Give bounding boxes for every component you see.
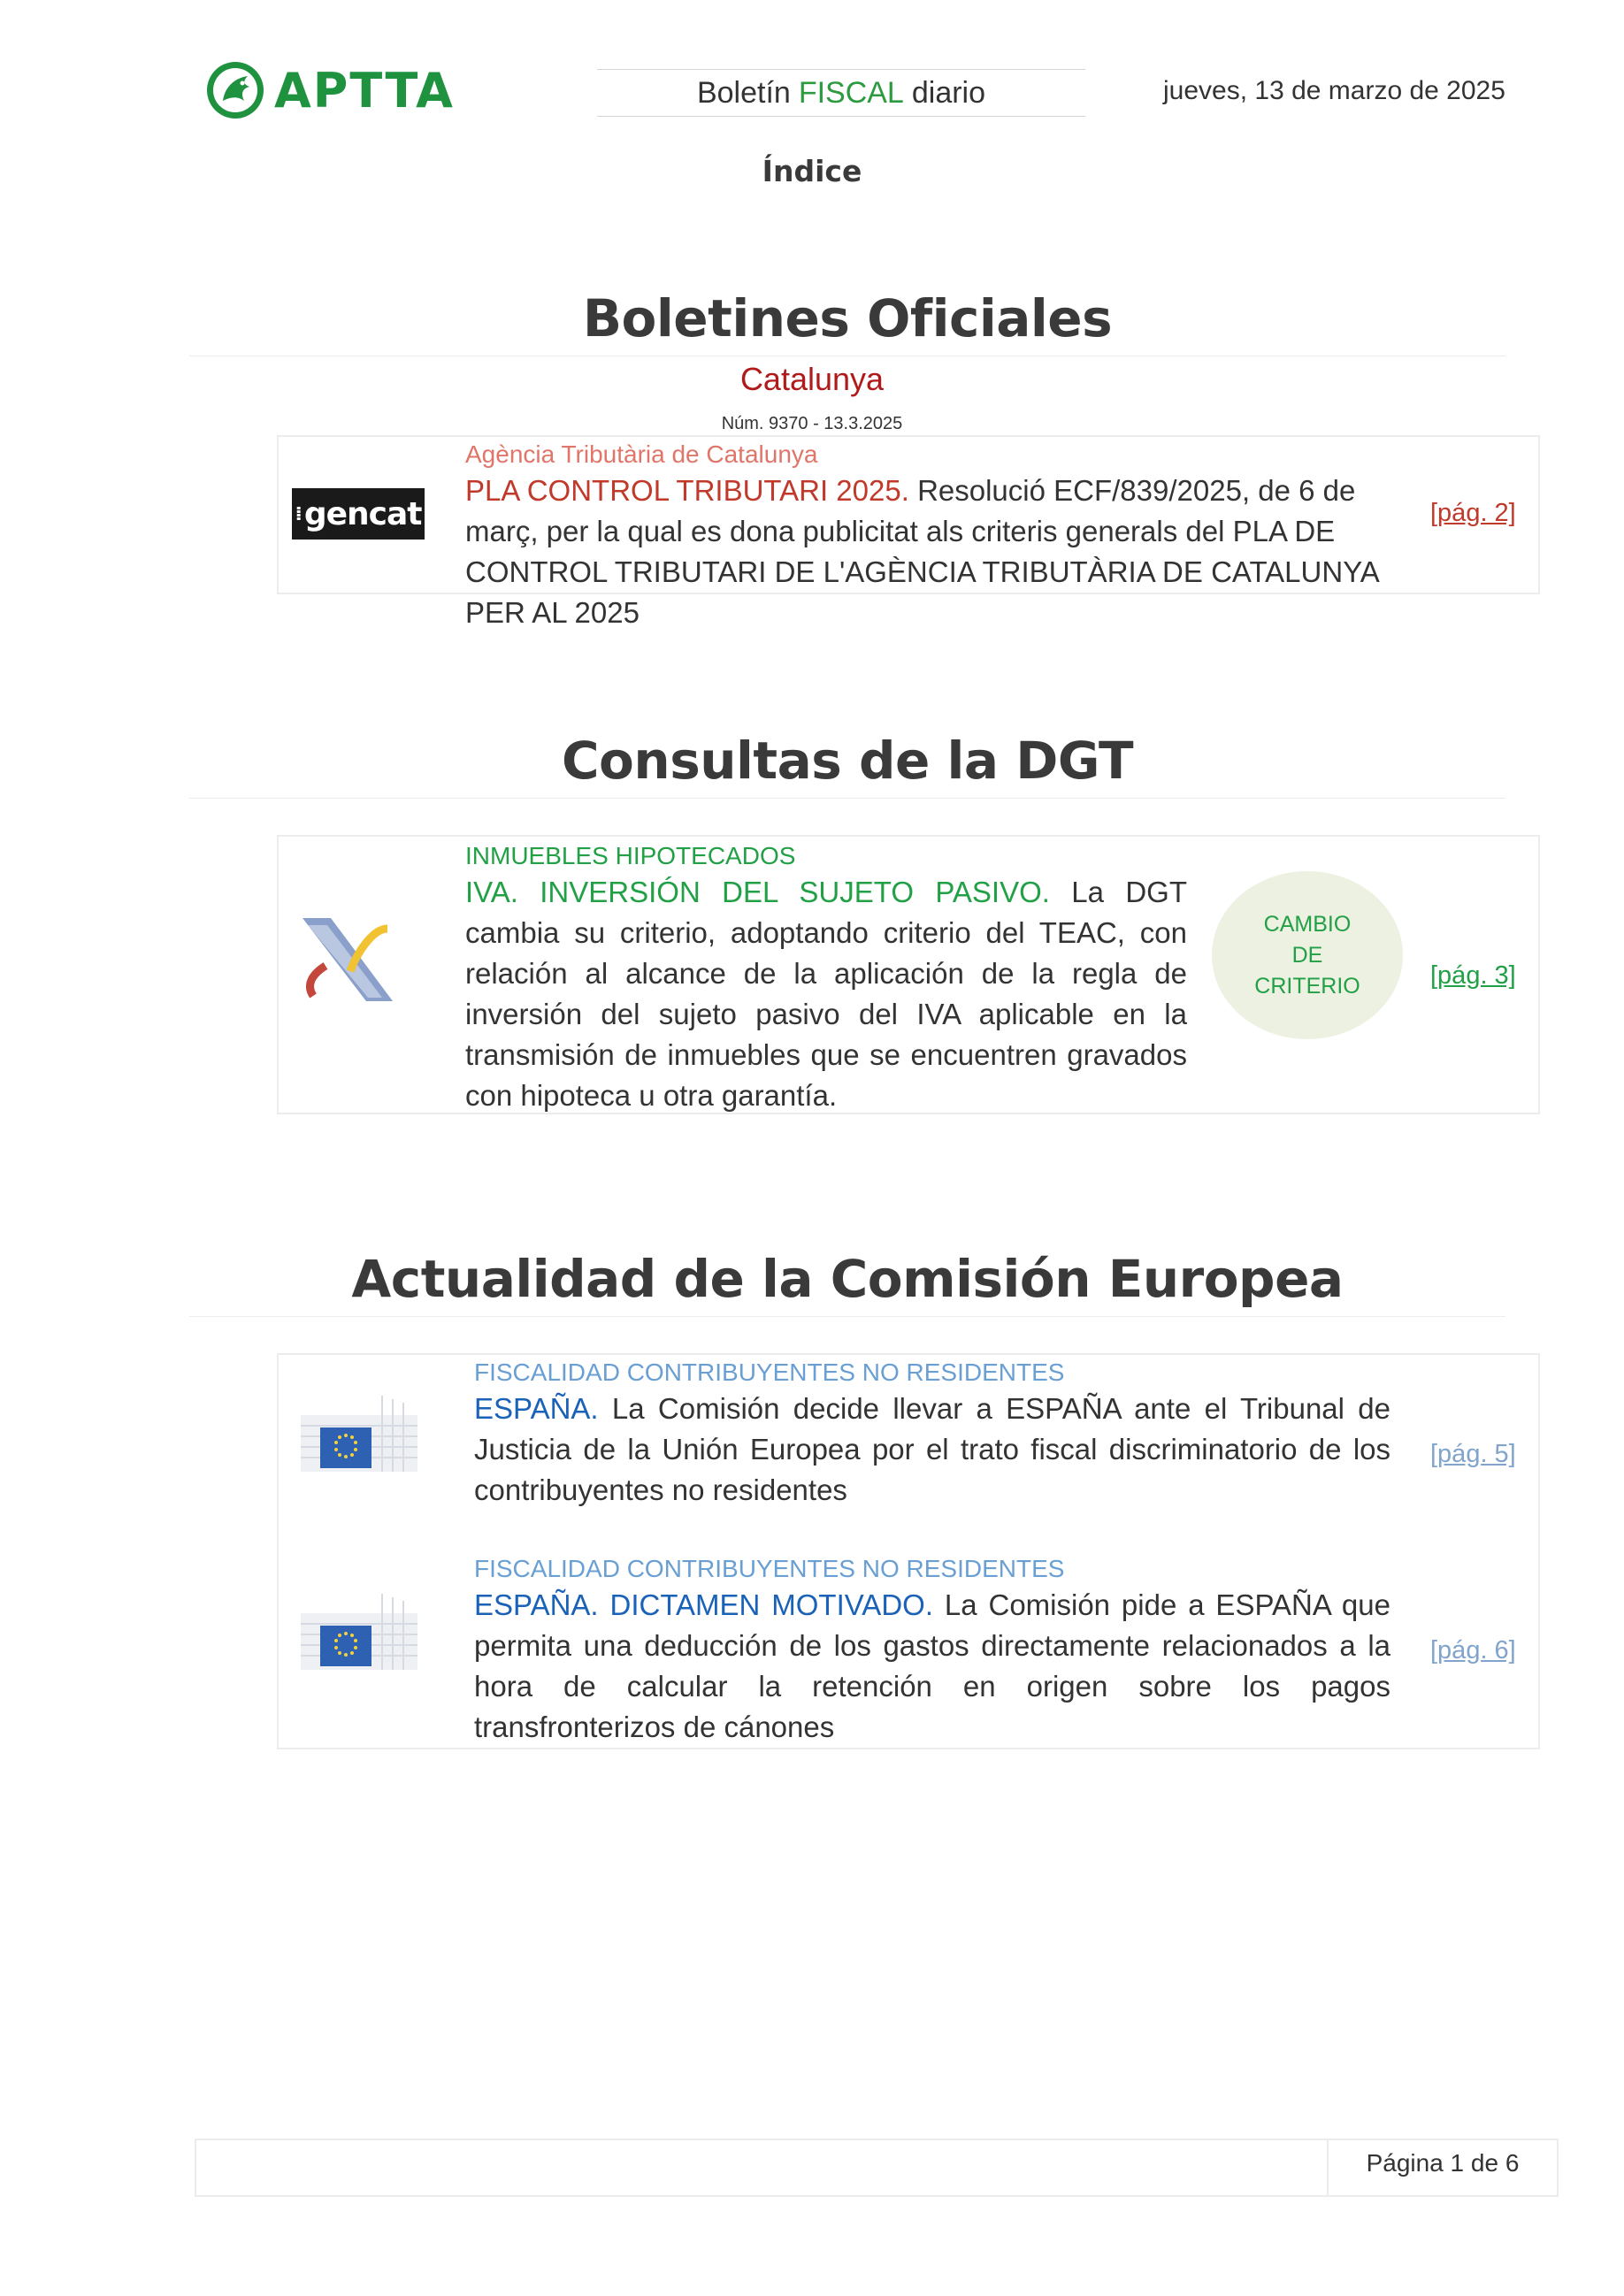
entry-body: [474, 1585, 1390, 1748]
bulletin-title-prefix: Boletín: [696, 75, 791, 110]
issue-number: Núm. 9370 - 13.3.2025: [721, 414, 903, 433]
badge-line-2: DE: [1291, 942, 1323, 968]
entry-category: FISCALIDAD CONTRIBUYENTES NO RESIDENTES: [474, 1555, 1065, 1582]
bulletin-title-suffix: diario: [911, 75, 986, 110]
section-heading-dgt: Consultas de la DGT: [189, 731, 1505, 799]
page-number: Página 1 de 6: [1327, 2139, 1559, 2197]
page-link-2[interactable]: [pág. 2]: [1430, 499, 1516, 527]
bulletin-title-fiscal: FISCAL: [798, 75, 904, 110]
section-heading-comision: Actualidad de la Comisión Europea: [189, 1249, 1505, 1317]
ec-building-icon: [294, 1585, 425, 1677]
bulletin-date: jueves, 13 de marzo de 2025: [1163, 76, 1505, 105]
cambio-criterio-badge: [1212, 871, 1403, 1039]
entry-title: ESPAÑA. DICTAMEN MOTIVADO.: [474, 1588, 933, 1621]
page-link-3[interactable]: [pág. 3]: [1430, 961, 1516, 990]
index-heading: Índice: [762, 154, 862, 188]
dgt-entry: [465, 840, 1187, 1116]
gencat-logo: [292, 488, 425, 540]
entry-body: [465, 471, 1390, 633]
page-link-5[interactable]: [pág. 5]: [1430, 1440, 1516, 1468]
entry-body: [465, 872, 1187, 1116]
entry-text: Resolució ECF/839/2025, de 6 de març, per la qual es dona publicitat als criteris generals del PLA DE CONTROL TRIBUTARI DE L'AGÈNCIA TRIBUTÀRIA DE CATALUNYA PER AL 2025: [465, 474, 1378, 629]
footer-cell: [195, 2139, 1327, 2197]
badge-line-1: CAMBIO: [1263, 911, 1352, 937]
badge-line-3: CRITERIO: [1254, 973, 1360, 999]
region-heading: Catalunya: [739, 361, 885, 397]
boletines-entry: [465, 439, 1390, 633]
gencat-dots-icon: ⁞: [295, 502, 302, 525]
entry-text: La Comisión pide a ESPAÑA que permita una deducción de los gastos directamente relacionados a la hora de calcular la retención en origen sobre los pagos transfronterizos de cánones: [474, 1588, 1390, 1743]
entry-category: Agència Tributària de Catalunya: [465, 440, 818, 468]
entry-title: PLA CONTROL TRIBUTARI 2025.: [465, 474, 909, 507]
aptta-logo-text: APTTA: [274, 62, 455, 119]
bulletin-title: [597, 69, 1085, 117]
ec-building-icon: [294, 1387, 425, 1479]
aptta-logo: [205, 58, 455, 122]
comision-entry-1: [474, 1357, 1390, 1511]
aptta-logo-icon: [205, 60, 265, 120]
entry-body: [474, 1389, 1390, 1511]
page-link-6[interactable]: [pág. 6]: [1430, 1636, 1516, 1665]
gencat-logo-text: gencat: [303, 495, 422, 532]
aeat-logo-icon: [295, 909, 400, 1006]
entry-category: INMUEBLES HIPOTECADOS: [465, 842, 796, 869]
comision-entry-2: [474, 1553, 1390, 1748]
entry-category: FISCALIDAD CONTRIBUYENTES NO RESIDENTES: [474, 1358, 1065, 1386]
entry-title: ESPAÑA.: [474, 1392, 599, 1425]
entry-title: IVA. INVERSIÓN DEL SUJETO PASIVO.: [465, 876, 1050, 908]
entry-text: La Comisión decide llevar a ESPAÑA ante el Tribunal de Justicia de la Unión Europea por el trato fiscal discriminatorio de los contribuyentes no residentes: [474, 1392, 1391, 1506]
section-heading-boletines: Boletines Oficiales: [189, 288, 1505, 356]
entry-text: La DGT cambia su criterio, adoptando criterio del TEAC, con relación al alcance de la aplicación de la regla de inversión del sujeto pasivo del IVA aplicable en la transmisión de inmuebles que se encuentren gravados con hipoteca u otra garantía.: [465, 876, 1187, 1112]
